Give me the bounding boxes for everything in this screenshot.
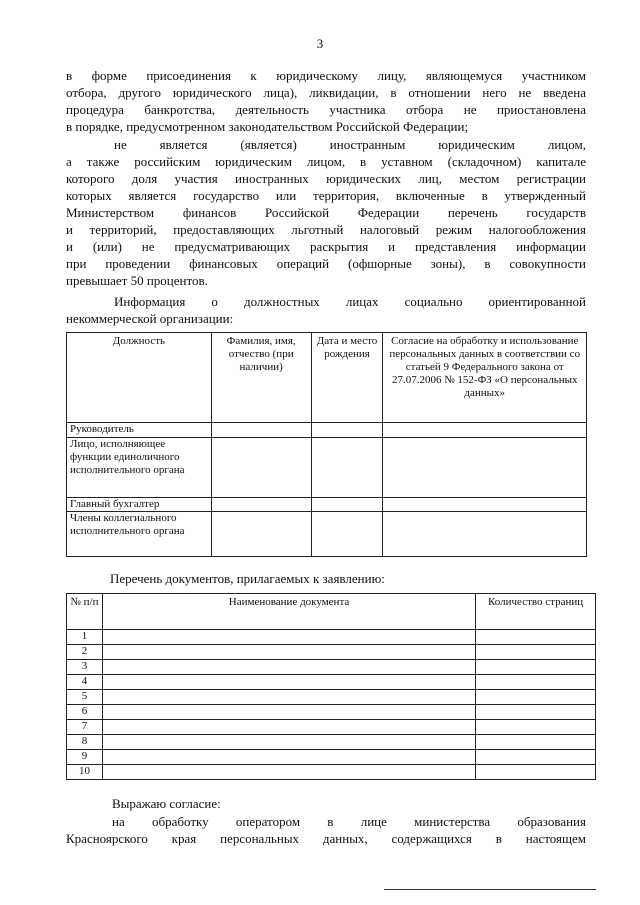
page-number: 3: [316, 36, 324, 51]
header-full-name: Фамилия, имя, отчество (при наличии): [211, 333, 311, 423]
paragraph2-line-5: Министерством финансов Российской Федерации перечень государств: [66, 205, 586, 220]
table-row: [67, 765, 596, 780]
officer-consent-cell[interactable]: [383, 438, 587, 498]
paragraph2-line-4: которых является государство или территория, включенные в утвержденный: [66, 188, 586, 203]
table-row: [67, 645, 596, 660]
docs-heading: Перечень документов, прилагаемых к заявлению:: [110, 571, 385, 586]
header-number: № п/п: [67, 594, 103, 630]
table-row: [67, 660, 596, 675]
row-number: 8: [67, 735, 103, 750]
row-number: 7: [67, 720, 103, 735]
officer-name-cell[interactable]: [211, 438, 311, 498]
header-position: Должность: [67, 333, 212, 423]
table-row: [67, 675, 596, 690]
table-row: [67, 690, 596, 705]
footer-divider: [384, 889, 596, 890]
officer-birth-cell[interactable]: [311, 423, 383, 438]
header-document-name: Наименование документа: [102, 594, 475, 630]
consent-heading: Выражаю согласие:: [112, 796, 221, 811]
page-count-cell[interactable]: [476, 765, 596, 780]
document-name-cell[interactable]: [102, 645, 475, 660]
row-number: 9: [67, 750, 103, 765]
row-number: 10: [67, 765, 103, 780]
row-number: 6: [67, 705, 103, 720]
table-row: [67, 705, 596, 720]
officer-birth-cell[interactable]: [311, 438, 383, 498]
officer-consent-cell[interactable]: [383, 423, 587, 438]
officer-position: Лицо, исполняющее функции единоличного исполнительного органа: [67, 438, 212, 498]
officer-name-cell[interactable]: [211, 423, 311, 438]
document-name-cell[interactable]: [102, 735, 475, 750]
page-count-cell[interactable]: [476, 630, 596, 645]
header-consent: Согласие на обработку и использование персональных данных в соответствии со статьей 9 Федерального закона от 27.07.2006 № 152-ФЗ «О персональных данных»: [383, 333, 587, 423]
officer-consent-cell[interactable]: [383, 498, 587, 512]
officers-table: [66, 332, 587, 557]
intro-line-3: процедура банкротства, деятельность участника отбора не приостановлена: [66, 102, 586, 117]
intro-line-2: отбора, другого юридического лица), ликвидации, в отношении него не введена: [66, 85, 586, 100]
table-row: [67, 423, 587, 438]
paragraph2-line-8: при проведении финансовых операций (офшорные зоны), в совокупности: [66, 256, 586, 271]
paragraph2-line-3: которого доля участия иностранных юридических лиц, местом регистрации: [66, 171, 586, 186]
paragraph2-line-9: превышает 50 процентов.: [66, 273, 208, 288]
table-row: [67, 735, 596, 750]
table-row: [67, 630, 596, 645]
consent-line-1: на обработку оператором в лице министерства образования: [112, 814, 586, 829]
page-count-cell[interactable]: [476, 705, 596, 720]
paragraph2-line-1: не является (является) иностранным юридическим лицом,: [114, 137, 586, 152]
paragraph2-line-7: и (или) не предусматривающих раскрытия и представления информации: [66, 239, 586, 254]
page-count-cell[interactable]: [476, 720, 596, 735]
intro-line-1: в форме присоединения к юридическому лицу, являющемуся участником: [66, 68, 586, 83]
document-name-cell[interactable]: [102, 705, 475, 720]
docs-header-row: [67, 594, 596, 630]
table-row: [67, 512, 587, 557]
officers-heading-line-1: Информация о должностных лицах социально ориентированной: [114, 294, 586, 309]
header-birth-date-place: Дата и место рождения: [311, 333, 383, 423]
page-count-cell[interactable]: [476, 645, 596, 660]
paragraph2-line-6: и территорий, предоставляющих льготный налоговый режим налогообложения: [66, 222, 586, 237]
page-count-cell[interactable]: [476, 660, 596, 675]
document-name-cell[interactable]: [102, 630, 475, 645]
page-count-cell[interactable]: [476, 735, 596, 750]
table-row: [67, 438, 587, 498]
officer-birth-cell[interactable]: [311, 498, 383, 512]
page-count-cell[interactable]: [476, 750, 596, 765]
documents-table: [66, 593, 596, 780]
document-name-cell[interactable]: [102, 675, 475, 690]
page-count-cell[interactable]: [476, 690, 596, 705]
document-name-cell[interactable]: [102, 720, 475, 735]
officers-header-row: [67, 333, 587, 423]
officer-birth-cell[interactable]: [311, 512, 383, 557]
document-name-cell[interactable]: [102, 660, 475, 675]
document-name-cell[interactable]: [102, 690, 475, 705]
table-row: [67, 498, 587, 512]
officer-position: Члены коллегиального исполнительного органа: [67, 512, 212, 557]
document-name-cell[interactable]: [102, 765, 475, 780]
table-row: [67, 750, 596, 765]
document-name-cell[interactable]: [102, 750, 475, 765]
row-number: 4: [67, 675, 103, 690]
table-row: [67, 720, 596, 735]
row-number: 3: [67, 660, 103, 675]
page-count-cell[interactable]: [476, 675, 596, 690]
consent-line-2: Красноярского края персональных данных, содержащихся в настоящем: [66, 831, 586, 846]
officer-name-cell[interactable]: [211, 512, 311, 557]
paragraph2-line-2: а также российским юридическим лицом, в уставном (складочном) капитале: [66, 154, 586, 169]
officer-position: Главный бухгалтер: [67, 498, 212, 512]
intro-line-4: в порядке, предусмотренном законодательством Российской Федерации;: [66, 119, 469, 134]
officer-name-cell[interactable]: [211, 498, 311, 512]
row-number: 1: [67, 630, 103, 645]
row-number: 5: [67, 690, 103, 705]
header-page-count: Количество страниц: [476, 594, 596, 630]
officer-position: Руководитель: [67, 423, 212, 438]
officer-consent-cell[interactable]: [383, 512, 587, 557]
row-number: 2: [67, 645, 103, 660]
officers-heading-line-2: некоммерческой организации:: [66, 311, 234, 326]
